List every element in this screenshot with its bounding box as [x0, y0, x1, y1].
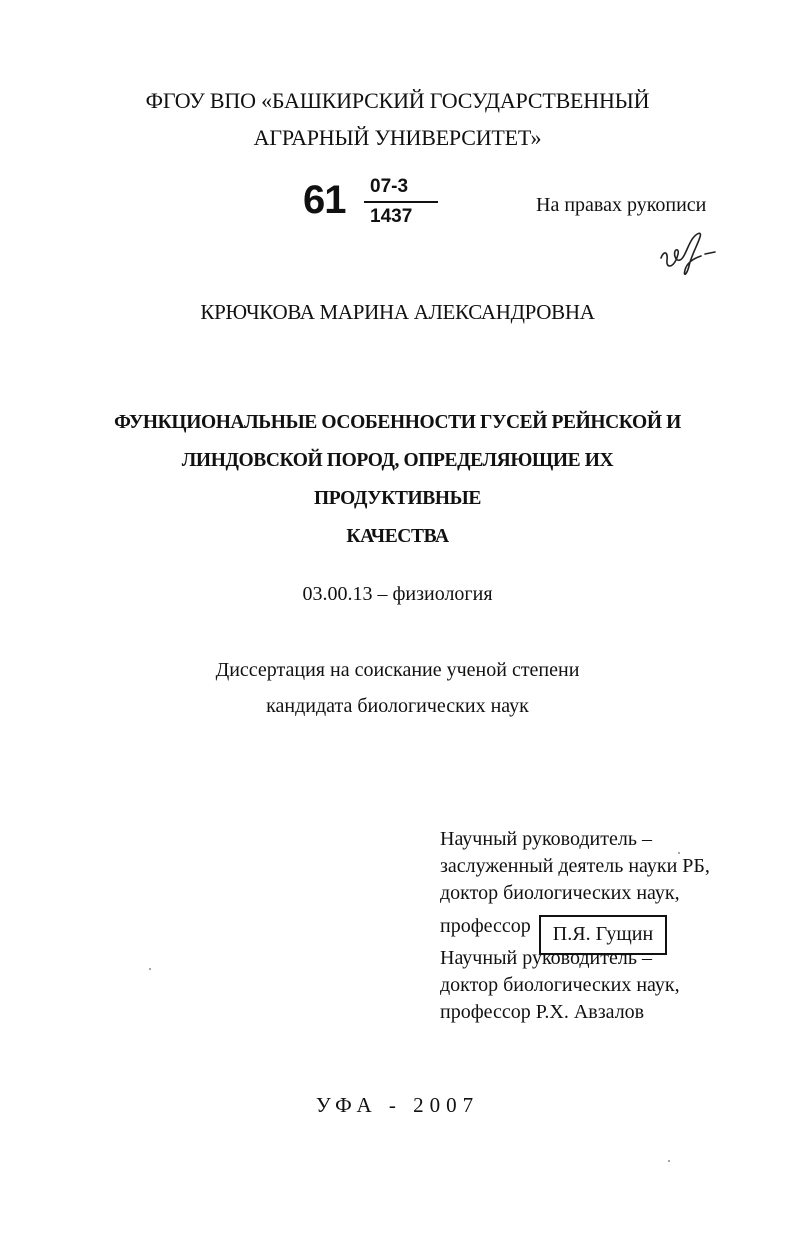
supervisor1-line-2: заслуженный деятель науки РБ,	[440, 855, 710, 877]
scan-speck	[149, 968, 151, 970]
library-code-denominator: 1437	[370, 206, 413, 227]
supervisor1-title: профессор	[440, 915, 531, 937]
degree-statement	[0, 652, 795, 724]
dissertation-title	[100, 404, 695, 556]
library-code-fraction-line	[364, 201, 438, 203]
signature-icon	[655, 222, 727, 282]
scan-speck	[678, 852, 680, 854]
degree-line-2: кандидата биологических наук	[266, 695, 529, 717]
specialty-code: 03.00.13 – физиология	[302, 583, 493, 605]
title-line-1: ФУНКЦИОНАЛЬНЫЕ ОСОБЕННОСТИ ГУСЕЙ РЕЙНСКОЙ И	[114, 412, 681, 433]
title-line-2: ЛИНДОВСКОЙ ПОРОД, ОПРЕДЕЛЯЮЩИЕ ИХ ПРОДУКТИВНЫЕ	[181, 450, 614, 509]
city-year: УФА - 2007	[315, 1093, 480, 1117]
supervisor2-line-2: доктор биологических наук,	[440, 974, 680, 996]
supervisor1-line-3: доктор биологических наук,	[440, 882, 680, 904]
library-code	[303, 176, 443, 236]
library-code-main: 61	[303, 178, 346, 222]
supervisor1-line-1: Научный руководитель –	[440, 828, 652, 850]
supervisor2-line-1: Научный руководитель –	[440, 947, 652, 969]
author-name: КРЮЧКОВА МАРИНА АЛЕКСАНДРОВНА	[200, 300, 595, 324]
supervisor1-line-4	[440, 907, 710, 945]
supervisor2-line-3: профессор Р.Х. Авзалов	[440, 1001, 645, 1023]
institution-line-2: АГРАРНЫЙ УНИВЕРСИТЕТ»	[253, 125, 542, 150]
institution-line-1: ФГОУ ВПО «БАШКИРСКИЙ ГОСУДАРСТВЕННЫЙ	[145, 88, 650, 113]
title-line-3: КАЧЕСТВА	[346, 526, 449, 547]
institution-heading	[0, 82, 795, 156]
supervisor1-name-box: П.Я. Гущин	[539, 915, 667, 955]
rights-note: На правах рукописи	[536, 194, 707, 216]
supervisor-block-1	[440, 826, 710, 945]
library-code-numerator: 07-3	[370, 176, 409, 197]
supervisor-block-2	[440, 945, 680, 1026]
degree-line-1: Диссертация на соискание ученой степени	[215, 659, 580, 681]
scan-speck	[668, 1160, 670, 1162]
